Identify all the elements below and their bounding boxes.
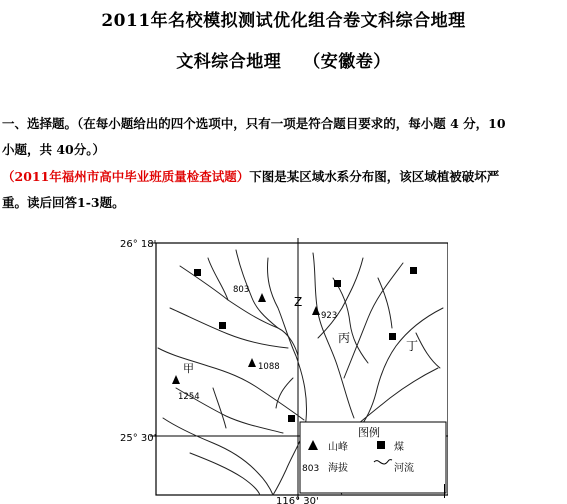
section-instruction-line1: 一、选择题。（在每小题给出的四个选项中，只有一项是符合题目要求的，每小题 4 分，10 [2,116,506,131]
legend-elevation-label: 海拔 [328,463,348,474]
river [190,453,260,495]
peak-elevation: 1254 [178,392,200,402]
river-system-map [118,238,448,504]
river [318,258,363,338]
coal-icon [288,415,295,422]
coal-icon [334,280,341,287]
river [163,418,273,495]
river [358,308,443,430]
legend-coal-icon [377,441,385,449]
river [180,266,298,356]
river [416,333,440,368]
river [276,378,293,408]
legend-title: 图例 [358,426,380,439]
lat-label-top: 26° 18' [120,239,157,250]
question-intro-line1 [2,167,499,185]
legend-river-label: 河流 [394,463,414,474]
coal-icon [389,333,396,340]
river [378,278,392,328]
place-label: 丁 [406,339,419,353]
river [344,263,403,378]
place-label: 丙 [338,331,351,345]
document-title: 2011年名校模拟测试优化组合卷文科综合地理 [101,11,466,31]
peak-elevation: 923 [321,311,338,321]
legend-elevation-sample: 803 [302,464,320,474]
coal-icon [219,322,226,329]
question-intro-text: 下图是某区域水系分布图，该区域植被破坏严 [249,169,500,184]
peak-icon [312,306,320,315]
peak-elevation: 1088 [258,362,280,372]
peak-name-jia: 甲 [183,362,194,375]
coal-icon [410,267,417,274]
text-cursor [444,484,445,498]
legend-coal-label: 煤 [394,442,404,453]
river [213,388,226,428]
question-intro-line2: 重。读后回答1-3题。 [2,195,125,210]
legend-peak-label: 山峰 [328,442,348,453]
river [170,308,288,348]
place-label: Z [294,295,303,309]
peak-icon [172,375,180,384]
lon-label-bottom: 116° 30' [276,496,319,504]
river [208,258,228,300]
subtitle-main: 文科综合地理 [176,52,282,72]
coal-icon [194,269,201,276]
peak-elevation: 803 [233,285,250,295]
question-source: （2011年福州市高中毕业班质量检查试题） [2,169,250,184]
lat-label-bottom: 25° 30' [120,433,157,444]
subtitle-suffix: （安徽卷） [303,52,391,72]
map-legend [300,422,446,493]
document-subtitle [0,47,567,72]
section-instruction-line2: 小题，共 40分。） [2,142,105,157]
peak-icon [248,358,256,367]
peak-icon [258,293,266,302]
river [358,368,438,424]
